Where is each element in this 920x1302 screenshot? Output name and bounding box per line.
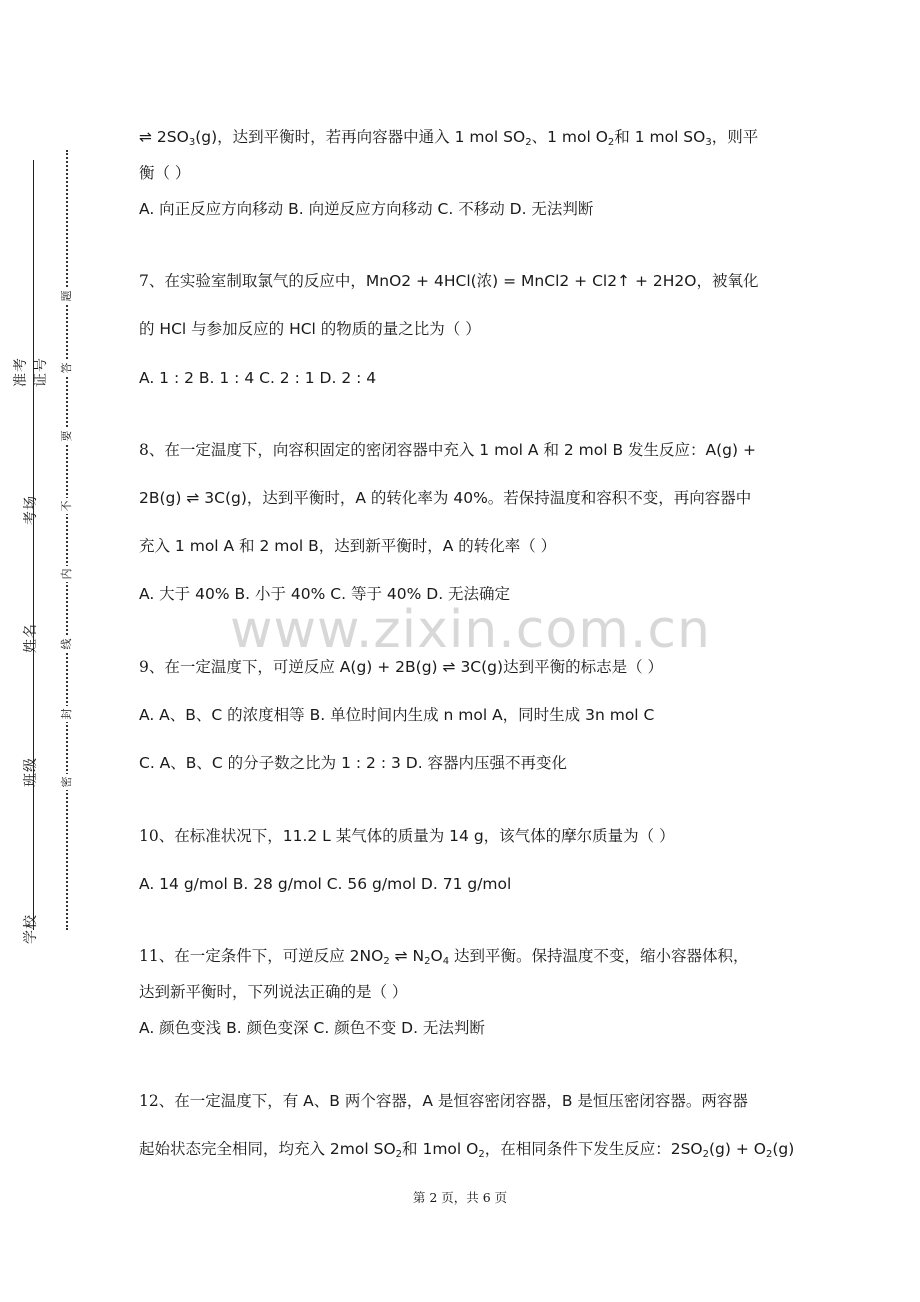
q9-stem: 9、在一定温度下，可逆反应 A(g) + 2B(g) ⇌ 3C(g)达到平衡的标志是（ ） [139, 658, 663, 676]
watermark: www.zixin.com.cn [230, 600, 711, 660]
student-name-label: 姓名 [23, 623, 39, 653]
school-label: 学校 [23, 914, 39, 944]
binding-solid-line [33, 160, 34, 930]
seal-char: 要 [59, 428, 75, 444]
seal-char: 不 [59, 498, 75, 514]
seal-char: 密 [59, 774, 75, 790]
q11-stem: 11、在一定条件下，可逆反应 $2NO_2$ ⇌ $N_2O_4$ 达到平衡。保持温度不变，缩小容器体积， [139, 947, 749, 967]
q10-options: A. 14 g/mol B. 28 g/mol C. 56 g/mol D. 71 g/mol [139, 875, 512, 893]
binding-dotted-line [66, 150, 68, 930]
seal-char: 线 [59, 636, 75, 652]
page-footer: 第 2 页，共 6 页 [412, 1190, 508, 1205]
q12-stem: 12、在一定温度下，有 A、B 两个容器，A 是恒容密闭容器，B 是恒压密闭容器。两容器 [139, 1092, 748, 1110]
q8-stem-line2: 2B(g) ⇌ 3C(g)，达到平衡时，A 的转化率为 40%。若保持温度和容积不变，再向容器中 [139, 489, 752, 507]
q8-stem: 8、在一定温度下，向容积固定的密闭容器中充入 1 mol A 和 2 mol B 发生反应：A(g) + [139, 441, 756, 459]
q9-options-line1: A. A、B、C 的浓度相等 B. 单位时间内生成 n mol A，同时生成 3n mol C [139, 706, 655, 724]
exam-number-label: 准考证号 [13, 357, 49, 387]
q7-options: A. 1 : 2 B. 1 : 4 C. 2 : 1 D. 2 : 4 [139, 369, 377, 387]
seal-char: 答 [59, 360, 75, 376]
question-number: 8、 [139, 441, 165, 459]
question-number: 10、 [139, 827, 175, 845]
q11-stem-line2: 达到新平衡时，下列说法正确的是（ ） [139, 983, 408, 1001]
q9-options-line2: C. A、B、C 的分子数之比为 1 : 2 : 3 D. 容器内压强不再变化 [139, 754, 568, 772]
question-number: 7、 [139, 272, 165, 290]
q12-stem-line2: 起始状态完全相同，均充入 2mol $SO_2$和 1mol $O_2$，在相同条件下发生反应：$2SO_2(g) + O_2(g)$ [139, 1140, 795, 1160]
q6-stem-line1: ⇌ $2SO_3(g)$，达到平衡时，若再向容器中通入 1 mol $SO_2$、1 mol $O_2$和 1 mol $SO_3$，则平 [139, 128, 759, 148]
q8-options: A. 大于 40% B. 小于 40% C. 等于 40% D. 无法确定 [139, 585, 511, 603]
seal-char: 题 [59, 288, 75, 304]
q6-options: A. 向正反应方向移动 B. 向逆反应方向移动 C. 不移动 D. 无法判断 [139, 200, 594, 218]
q7-stem: 7、在实验室制取氯气的反应中，MnO2 + 4HCl(浓) = MnCl2 + Cl2↑ + 2H2O，被氧化 [139, 272, 759, 290]
q11-options: A. 颜色变浅 B. 颜色变深 C. 颜色不变 D. 无法判断 [139, 1019, 485, 1037]
seal-char: 内 [59, 566, 75, 582]
exam-room-label: 考场 [23, 495, 39, 525]
class-label: 班级 [23, 757, 39, 787]
question-number: 12、 [139, 1092, 175, 1110]
question-number: 11、 [139, 947, 175, 965]
q7-stem-line2: 的 HCl 与参加反应的 HCl 的物质的量之比为（ ） [139, 320, 481, 338]
q10-stem: 10、在标准状况下，11.2 L 某气体的质量为 14 g，该气体的摩尔质量为（ ） [139, 827, 675, 845]
question-number: 9、 [139, 658, 165, 676]
q6-stem-line2: 衡（ ） [139, 164, 191, 182]
seal-char: 封 [59, 706, 75, 722]
q8-stem-line3: 充入 1 mol A 和 2 mol B，达到新平衡时，A 的转化率（ ） [139, 537, 557, 555]
